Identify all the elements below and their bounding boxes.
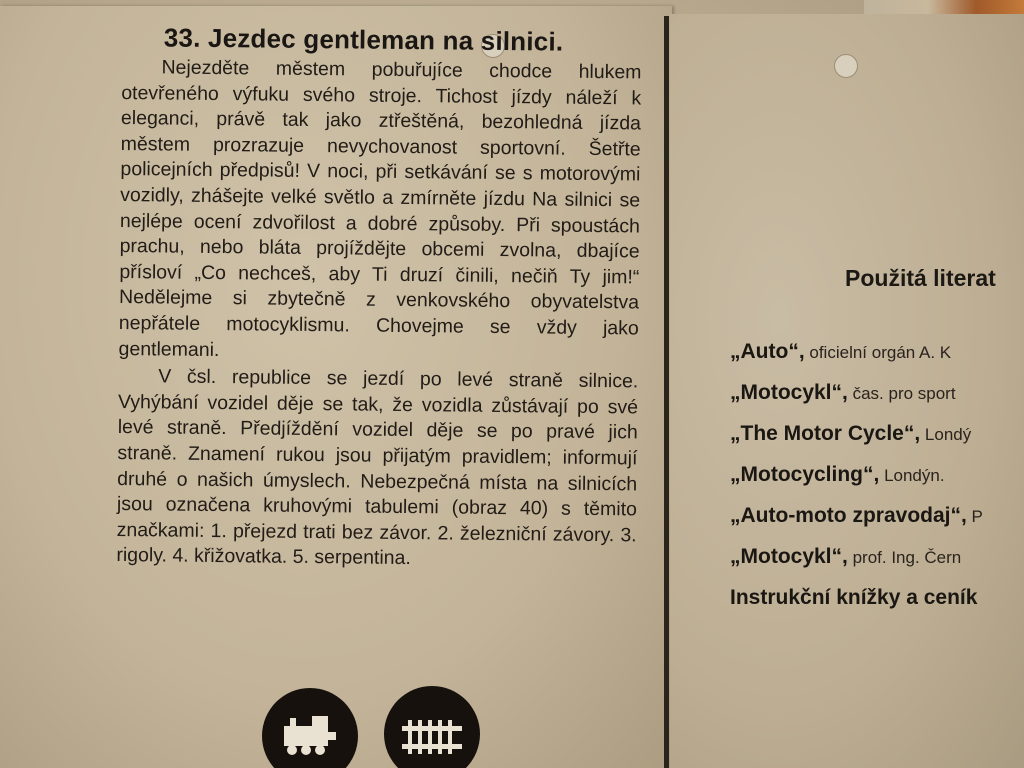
left-page	[0, 6, 672, 768]
literature-detail: čas. pro sport	[847, 384, 956, 403]
article	[116, 22, 642, 574]
article-paragraph-1: Nejezděte městem pobuřujíce chodce hlukem otevřeného výfuku svého stroje. Tichost jízdy náleží k eleganci, právě tak jako ztřeštěná, bezohledná jízda městem prozrazuje nevychovanost sportovní. Šetřte policejních předpisů! V noci, při setkávání se s motorovými vozidly, zhášejte velké světlo a zmírněte jízdu Na silnici se nejlépe ocení zdvořilost a dobré způsoby. Při spoustách prachu, nebo bláta projíždějte obcemi zvolna, dbajíce přísloví „Co nechceš, aby Ti druzí činili, nečiň Ty jim!“ Nedělejme si zbytečně z venkovského obyvatelstva nepřátele motocyklismu. Chovejme se vždy jako gentlemani.	[118, 56, 642, 361]
punch-hole	[834, 54, 858, 78]
book-spine	[664, 16, 669, 768]
literature-name: „Auto-moto zpravodaj“,	[730, 504, 967, 527]
literature-title: Použitá literat	[845, 265, 996, 291]
article-paragraph-2: V čsl. republice se jezdí po levé straně silnice. Vyhýbání vozidel děje se tak, že vozidla zůstávají po své levé straně. Předjíždění vozidel děje se po pravé jich straně. Znamení rukou jsou přijatým pravidlem; informují druhé o našich úmyslech. Nebezpečná místa na silnicích jsou označena kruhovými tabulemi (obraz 40) s těmito značkami: 1. přejezd trati bez závor. 2. železniční závory. 3. rigoly. 4. křižovatka. 5. serpentina.	[116, 365, 639, 570]
literature-detail: Londý	[920, 425, 972, 444]
list-item	[730, 463, 983, 504]
list-item	[730, 340, 983, 381]
list-item	[730, 422, 983, 463]
railway-gate-icon	[384, 686, 480, 768]
literature-name: „The Motor Cycle“,	[730, 422, 921, 445]
literature-detail: prof. Ing. Čern	[847, 548, 962, 567]
road-sign-gate	[384, 686, 480, 768]
list-item	[730, 504, 983, 545]
list-item	[730, 545, 983, 586]
literature-name: „Motocykl“,	[730, 545, 848, 568]
road-sign-train	[262, 688, 358, 768]
train-icon	[262, 688, 358, 768]
list-item	[730, 586, 983, 627]
list-item	[730, 381, 983, 422]
literature-detail: P	[966, 507, 983, 526]
literature-detail: oficielní orgán A. K	[804, 343, 952, 362]
article-title: 33. Jezdec gentleman na silnici.	[163, 22, 564, 57]
literature-name: „Motocykl“,	[730, 381, 848, 404]
literature-name: „Motocycling“,	[730, 463, 880, 486]
literature-list	[730, 340, 983, 627]
literature-detail: Londýn.	[879, 466, 945, 485]
literature-name: „Auto“,	[730, 340, 805, 363]
literature-name: Instrukční knížky a ceník	[730, 586, 978, 609]
